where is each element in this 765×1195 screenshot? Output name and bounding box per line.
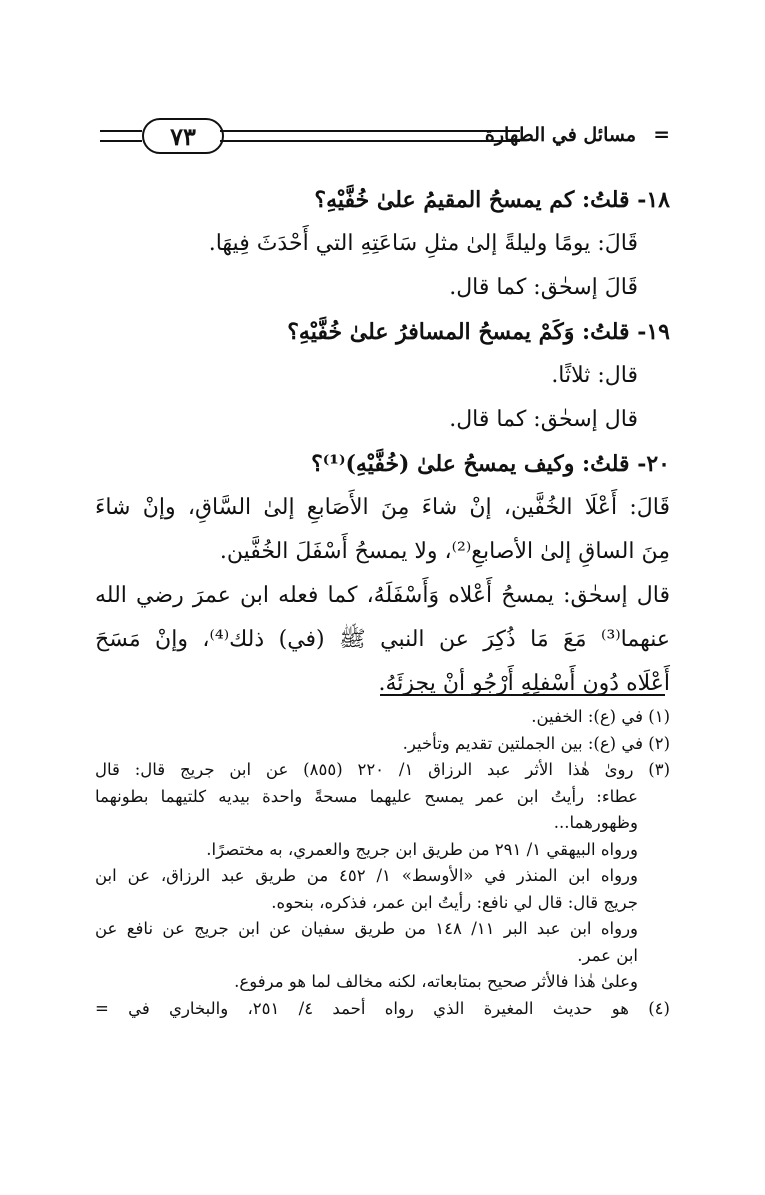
footnote-3-line: عطاء: رأيتُ ابن عمر يمسح عليهما مسحةً واحدة بيديه كلتيهما بطونهما: [95, 786, 638, 806]
ishaq-line: عنهما⁽³⁾ مَعَ مَا ذُكِرَ عن النبي ﷺ (في) ذلك⁽⁴⁾، وإنْ مَسَحَ: [95, 627, 670, 652]
footnote-separator: [380, 694, 665, 696]
answer-line: قَالَ: أَعْلَا الخُفَّين، إنْ شاءَ مِنَ الأَصَابعِ إلىٰ السَّاقِ، وإنْ شاءَ: [95, 495, 670, 520]
footnote-4: (٤) هو حديث المغيرة الذي رواه أحمد ٤/ ٢٥١، والبخاري في =: [95, 998, 670, 1018]
ishaq-line: قَالَ إسحٰق: كما قال.: [449, 275, 638, 300]
footnote-2: (٢) في (ع): بين الجملتين تقديم وتأخير.: [402, 733, 670, 753]
footnotes: [95, 704, 670, 1022]
header-rule-left: [100, 130, 142, 142]
footnote-3-line: وعلىٰ هٰذا فالأثر صحيح بمتابعاته، لكنه مخالف لما هو مرفوع.: [234, 972, 638, 991]
header-continuation-mark: =: [653, 122, 670, 146]
footnote-3-line: ورواه البيهقي ١/ ٢٩١ من طريق ابن جريج والعمري، به مختصرًا.: [206, 839, 638, 859]
footnote-3-line: ورواه ابن المنذر في «الأوسط» ١/ ٤٥٢ من طريق عبد الرزاق، عن ابن: [95, 866, 638, 885]
header-rule: [220, 130, 520, 142]
question-20: ٢٠- قلتُ: وكيف يمسحُ علىٰ (خُفَّيْهِ)⁽¹⁾؟: [311, 451, 670, 477]
ishaq-line: قال إسحٰق: كما قال.: [449, 407, 638, 432]
page-header: [100, 118, 670, 158]
footnote-1: (١) في (ع): الخفين.: [531, 707, 670, 726]
running-title: مسائل في الطهارة: [484, 124, 636, 146]
footnote-3: (٣) روىٰ هٰذا الأثر عبد الرزاق ١/ ٢٢٠ (٨٥٥) عن ابن جريج قال: قال: [95, 760, 671, 779]
footnote-3-line: وظهورهما...: [553, 813, 638, 832]
question-18: ١٨- قلتُ: كم يمسحُ المقيمُ علىٰ خُفَّيْهِ؟: [314, 187, 670, 213]
main-text: [95, 178, 670, 706]
footnote-3-line: ورواه ابن عبد البر ١١/ ١٤٨ من طريق سفيان عن ابن جريج عن نافع عن: [95, 919, 639, 938]
page-number: ٧٣: [170, 121, 196, 151]
footnote-3-line: ابن عمر.: [577, 945, 638, 965]
ishaq-line: قال إسحٰق: يمسحُ أَعْلاه وَأَسْفَلَهُ، كما فعله ابن عمرَ رضي الله: [95, 583, 670, 608]
answer-line: قال: ثلاثًا.: [551, 363, 638, 388]
page-number-badge: [142, 118, 224, 154]
answer-line: قَالَ: يومًا وليلةً إلىٰ مثلِ سَاعَتِهِ التي أَحْدَثَ فِيهَا.: [208, 231, 638, 256]
footnote-3-line: جريج قال: قال لي نافع: رأيتُ ابن عمر، فذكره، بنحوه.: [271, 892, 638, 912]
question-19: ١٩- قلتُ: وَكَمْ يمسحُ المسافرُ علىٰ خُفَّيْهِ؟: [287, 319, 670, 345]
ishaq-line: أَعْلَاه دُون أَسْفلِهِ أَرْجُو أنْ يجزئَهُ.: [378, 671, 670, 696]
answer-line: مِنَ الساقِ إلىٰ الأصابعِ⁽²⁾، ولا يمسحُ أَسْفَلَ الخُفَّين.: [219, 539, 670, 564]
